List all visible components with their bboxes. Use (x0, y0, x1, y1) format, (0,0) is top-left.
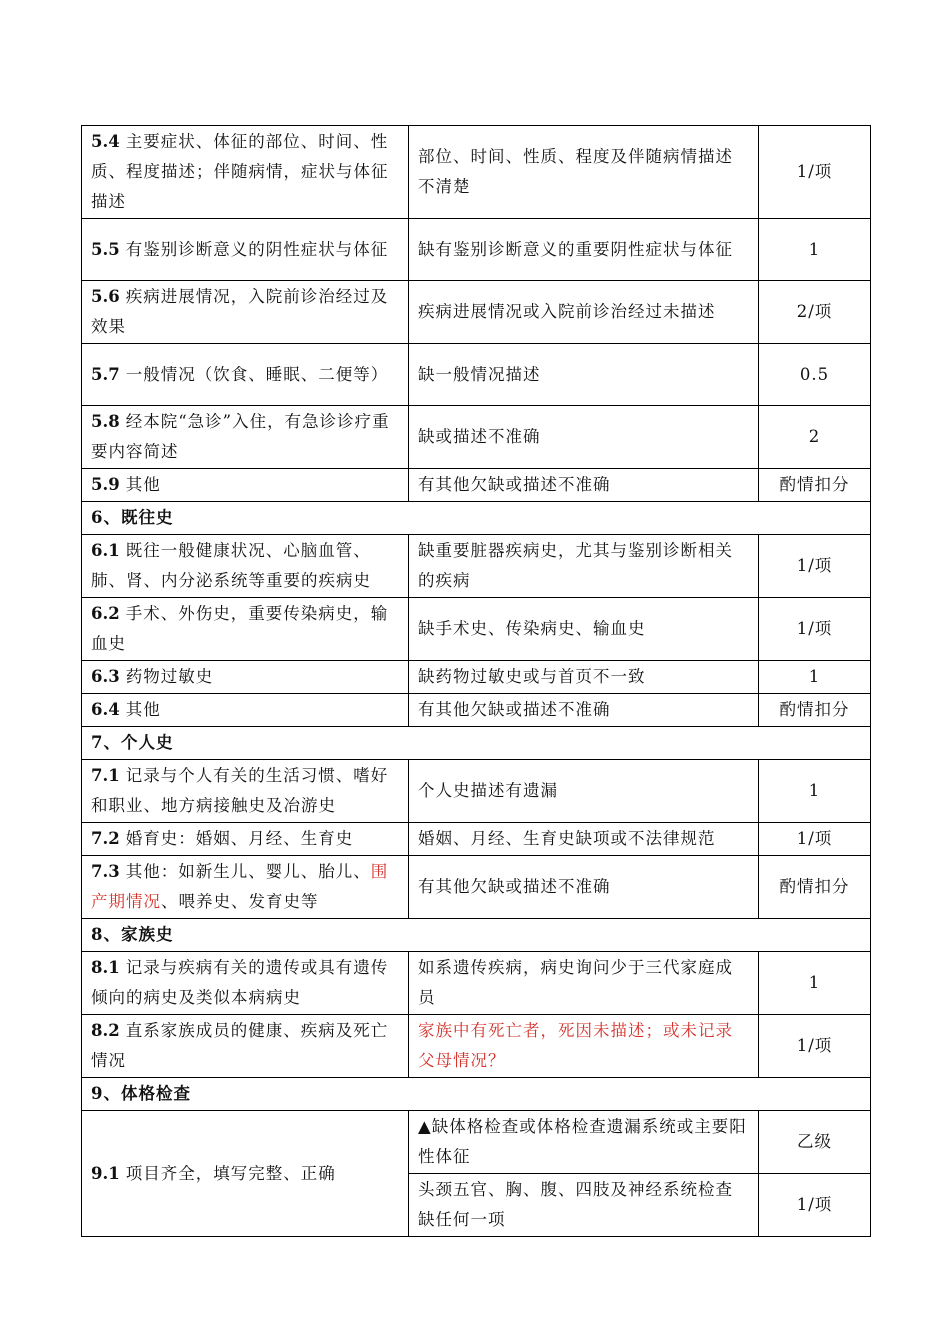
deduction-cell: 缺一般情况描述 (409, 344, 759, 406)
item-number: 8.1 (91, 958, 120, 977)
item-text: 项目齐全，填写完整、正确 (125, 1163, 336, 1183)
item-text-continued: 、喂养史、发育史等 (161, 892, 319, 911)
item-number: 6.1 (91, 541, 120, 560)
item-number: 5.4 (91, 132, 120, 151)
item-cell (82, 661, 409, 694)
section-header-row (82, 727, 871, 760)
item-text: 直系家族成员的健康、疾病及死亡情况 (91, 1021, 389, 1070)
deduction-cell: 家族中有死亡者，死因未描述；或未记录父母情况？ (409, 1015, 759, 1078)
item-number: 5.6 (91, 287, 120, 306)
deduction-cell: 有其他欠缺或描述不准确 (409, 469, 759, 502)
score-cell: 乙级 (759, 1111, 871, 1174)
score-cell: 2 (759, 406, 871, 469)
deduction-cell: 部位、时间、性质、程度及伴随病情描述不清楚 (409, 126, 759, 219)
deduction-cell: 婚姻、月经、生育史缺项或不法律规范 (409, 823, 759, 856)
highlighted-text: 围产期情况 (91, 862, 389, 911)
item-number: 6.3 (91, 667, 120, 686)
table-row (82, 760, 871, 823)
table-row (82, 535, 871, 598)
table-row (82, 1015, 871, 1078)
scoring-table (81, 125, 871, 1237)
table-row (82, 856, 871, 919)
item-cell (82, 469, 409, 502)
deduction-cell: 有其他欠缺或描述不准确 (409, 694, 759, 727)
item-text: 经本院“急诊”入住，有急诊诊疗重要内容简述 (91, 412, 390, 461)
section-title: 6、既往史 (82, 502, 871, 535)
deduction-cell: 有其他欠缺或描述不准确 (409, 856, 759, 919)
score-cell: 0.5 (759, 344, 871, 406)
section-title: 8、家族史 (82, 919, 871, 952)
score-cell: 酌情扣分 (759, 694, 871, 727)
score-cell: 1 (759, 661, 871, 694)
deduction-cell: 个人史描述有遗漏 (409, 760, 759, 823)
item-text: 既往一般健康状况、心脑血管、肺、肾、内分泌系统等重要的疾病史 (91, 541, 371, 590)
deduction-cell: 如系遗传疾病，病史询问少于三代家庭成员 (409, 952, 759, 1015)
section-title: 9、体格检查 (82, 1078, 871, 1111)
score-cell: 酌情扣分 (759, 469, 871, 502)
score-cell: 2/项 (759, 281, 871, 344)
table-row (82, 126, 871, 219)
score-cell: 1/项 (759, 598, 871, 661)
table-row (82, 469, 871, 502)
deduction-cell: 缺药物过敏史或与首页不一致 (409, 661, 759, 694)
item-number: 5.5 (91, 239, 120, 259)
item-text: 手术、外伤史，重要传染病史，输血史 (91, 604, 389, 653)
score-cell: 1 (759, 760, 871, 823)
score-cell: 1/项 (759, 1015, 871, 1078)
table-row (82, 344, 871, 406)
table-row (82, 952, 871, 1015)
item-cell (82, 219, 409, 281)
item-text: 其他：如新生儿、婴儿、胎儿、 (125, 862, 371, 881)
table-row (82, 598, 871, 661)
item-cell (82, 856, 409, 919)
deduction-cell: 缺重要脏器疾病史，尤其与鉴别诊断相关的疾病 (409, 535, 759, 598)
item-cell (82, 1015, 409, 1078)
item-number: 6.4 (91, 700, 120, 719)
item-text: 其他 (125, 700, 161, 719)
item-number: 7.3 (91, 862, 120, 881)
item-text: 药物过敏史 (125, 667, 214, 686)
item-number: 5.9 (91, 475, 120, 494)
item-text: 疾病进展情况，入院前诊治经过及效果 (91, 287, 389, 336)
table-row (82, 281, 871, 344)
item-number: 6.2 (91, 604, 120, 623)
item-cell (82, 126, 409, 219)
item-cell (82, 281, 409, 344)
item-text: 婚育史：婚姻、月经、生育史 (125, 829, 354, 848)
item-text: 有鉴别诊断意义的阴性症状与体征 (125, 239, 389, 259)
table-row (82, 406, 871, 469)
score-cell: 1/项 (759, 1174, 871, 1237)
deduction-cell: 缺手术史、传染病史、输血史 (409, 598, 759, 661)
item-cell (82, 823, 409, 856)
item-cell (82, 406, 409, 469)
table-row (82, 823, 871, 856)
item-cell (82, 952, 409, 1015)
item-cell (82, 535, 409, 598)
item-number: 7.2 (91, 829, 120, 848)
score-cell: 1/项 (759, 535, 871, 598)
item-text: 其他 (125, 475, 161, 494)
table-row (82, 694, 871, 727)
section-header-row (82, 919, 871, 952)
table-row (82, 661, 871, 694)
item-cell (82, 344, 409, 406)
item-number: 5.7 (91, 364, 120, 384)
table-row (82, 219, 871, 281)
score-cell: 1/项 (759, 823, 871, 856)
deduction-cell: ▲缺体格检查或体格检查遗漏系统或主要阳性体征 (409, 1111, 759, 1174)
item-number: 8.2 (91, 1021, 120, 1040)
score-cell: 1 (759, 219, 871, 281)
section-title: 7、个人史 (82, 727, 871, 760)
item-cell (82, 1111, 409, 1237)
score-cell: 1 (759, 952, 871, 1015)
item-text: 记录与个人有关的生活习惯、嗜好和职业、地方病接触史及冶游史 (91, 766, 389, 815)
item-cell (82, 694, 409, 727)
section-header-row (82, 502, 871, 535)
item-cell (82, 598, 409, 661)
score-cell: 酌情扣分 (759, 856, 871, 919)
item-number: 5.8 (91, 412, 120, 431)
deduction-cell: 缺有鉴别诊断意义的重要阴性症状与体征 (409, 219, 759, 281)
item-number: 9.1 (91, 1163, 120, 1183)
item-text: 记录与疾病有关的遗传或具有遗传倾向的病史及类似本病病史 (91, 958, 389, 1007)
item-number: 7.1 (91, 766, 120, 785)
deduction-cell: 头颈五官、胸、腹、四肢及神经系统检查缺任何一项 (409, 1174, 759, 1237)
table-row (82, 1111, 871, 1174)
score-cell: 1/项 (759, 126, 871, 219)
item-text: 主要症状、体征的部位、时间、性质、程度描述；伴随病情，症状与体征描述 (91, 132, 389, 211)
section-header-row (82, 1078, 871, 1111)
item-cell (82, 760, 409, 823)
item-text: 一般情况（饮食、睡眠、二便等） (125, 364, 389, 384)
deduction-cell: 缺或描述不准确 (409, 406, 759, 469)
deduction-cell: 疾病进展情况或入院前诊治经过未描述 (409, 281, 759, 344)
